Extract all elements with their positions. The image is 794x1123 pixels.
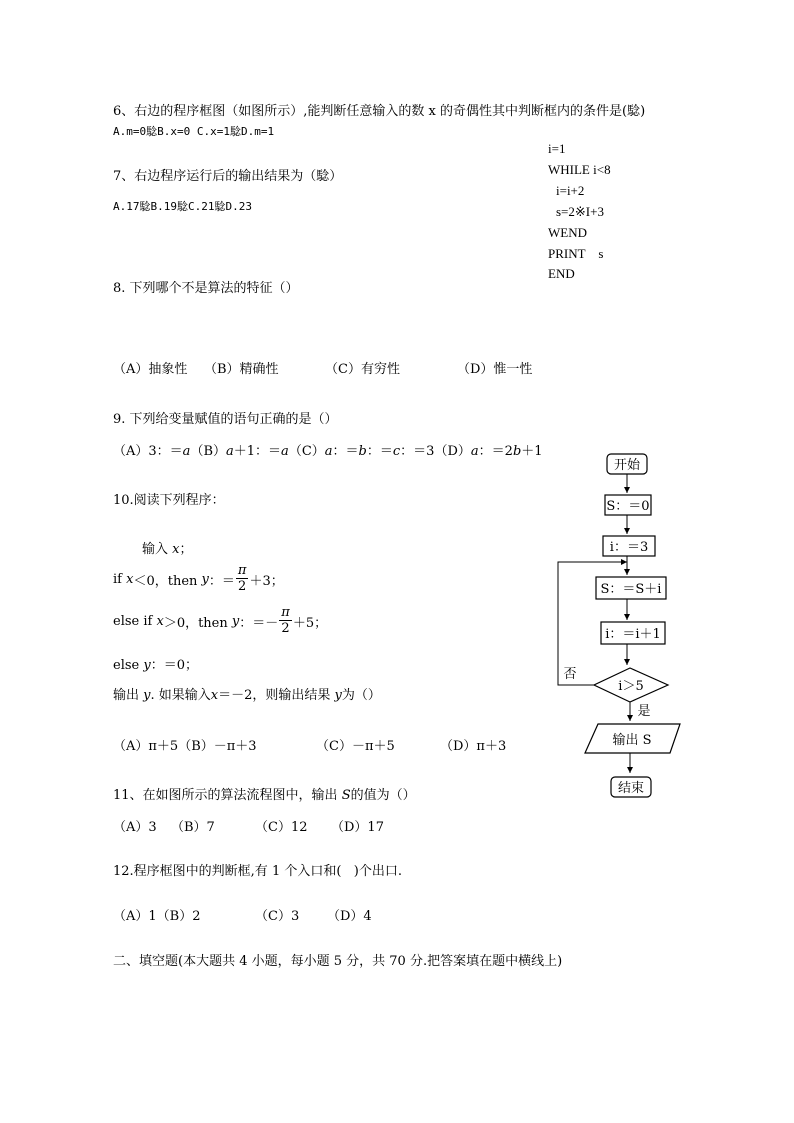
- q8-option-c: （C）有穷性: [325, 362, 400, 377]
- q11-stem-pre: 11、在如图所示的算法流程图中，输出: [113, 788, 338, 803]
- flowchart-s-update-label: S：＝S＋i: [600, 582, 662, 597]
- q10-line-elseif: [113, 606, 327, 637]
- q10-frac1-num: π: [237, 563, 247, 578]
- q10-elif-cond: ＞0，then: [163, 616, 228, 631]
- q10-option-ab: （A）π＋5（B）－π＋3: [113, 739, 257, 754]
- q6-stem: 6、右边的程序框图（如图所示）,能判断任意输入的数 x 的奇偶性其中判断框内的条件是(騐): [113, 104, 646, 119]
- q10-if-end: ＋3；: [249, 574, 284, 589]
- q10-option-d: （D）π＋3: [440, 739, 507, 754]
- q10-frac2-num: π: [281, 605, 290, 620]
- q8-option-b: （B）精确性: [204, 362, 279, 377]
- q11-stem: [113, 784, 416, 803]
- q10-frac2-den: 2: [281, 621, 290, 636]
- q9-opt-c-c: c: [392, 444, 401, 459]
- q12-option-ab: （A）1（B）2: [113, 909, 201, 924]
- q7-options: A.17騐B.19騐C.21騐D.23: [113, 200, 252, 213]
- q11-option-c: （C）12: [255, 820, 308, 835]
- flowchart-s-init-label: S：＝0: [606, 499, 650, 514]
- q10-output-end: 为（）: [341, 688, 381, 703]
- q10-input-text: 输入: [142, 542, 169, 557]
- q10-line-input: [142, 538, 193, 557]
- flowchart-start-label: 开始: [613, 458, 641, 473]
- flowchart: [540, 445, 690, 805]
- q10-line-else: [113, 654, 198, 673]
- q10-else-y: y: [143, 658, 151, 673]
- q9-opt-d-assign: ：＝2: [478, 444, 513, 459]
- q9-opt-d-rest: ＋1: [521, 444, 543, 459]
- q9-opt-c-label: （C）: [288, 444, 325, 459]
- q11-option-b: （B）7: [171, 820, 215, 835]
- q9-opt-c-b: b: [358, 444, 367, 459]
- q10-output-val: ＝－2，则输出结果: [218, 688, 331, 703]
- q9-opt-c-a: a: [324, 444, 333, 459]
- q11-stem-var: S: [341, 788, 351, 803]
- flowchart-i-init-label: i：＝3: [609, 540, 649, 555]
- q10-if-assign: ：＝: [208, 574, 235, 589]
- q9-opt-a-var: a: [182, 444, 191, 459]
- q10-output-mid: . 如果输入: [150, 688, 211, 703]
- q9-options: [113, 440, 543, 459]
- q10-if-y: y: [201, 572, 209, 587]
- q10-else-end: ：＝0；: [150, 658, 198, 673]
- program-line-7: END: [548, 266, 575, 281]
- flowchart-condition-node: [594, 668, 668, 702]
- program-line-2: WHILE i<8: [548, 162, 611, 177]
- q9-opt-d-b: b: [512, 444, 522, 459]
- flowchart-i-update-node: [601, 622, 665, 644]
- program-line-4: s=2※I+3: [556, 204, 604, 219]
- q10-fraction-1: [236, 564, 249, 595]
- flowchart-start-node: [607, 454, 647, 474]
- q12-option-d: （D）4: [327, 909, 372, 924]
- q9-opt-b-label: （B）: [190, 444, 226, 459]
- q10-elif-pre: else if: [113, 614, 153, 629]
- flowchart-end-node: [611, 777, 651, 797]
- program-line-3: i=i+2: [556, 183, 585, 198]
- q10-output-y: y: [143, 688, 151, 703]
- q10-option-c: （C）－π＋5: [316, 739, 395, 754]
- program-line-1: i=1: [548, 141, 566, 156]
- q10-elif-end: ＋5；: [292, 616, 328, 631]
- q10-output-pre: 输出: [113, 688, 140, 703]
- q9-opt-b-expr1: a: [226, 444, 234, 459]
- q9-opt-d-a: a: [470, 444, 479, 459]
- q9-opt-c-assign2: ：＝: [366, 444, 393, 459]
- q10-input-var: x: [172, 542, 180, 557]
- q8-stem: 8. 下列哪个不是算法的特征（）: [113, 281, 299, 296]
- q9-opt-d-label: （D）: [434, 444, 471, 459]
- q10-input-end: ；: [179, 542, 193, 557]
- section2-title: 二、填空题(本大题共 4 小题，每小题 5 分，共 70 分.把答案填在题中横线上): [113, 954, 563, 969]
- q10-line-output: [113, 684, 381, 703]
- q9-opt-b-var: a: [281, 444, 289, 459]
- q10-elif-assign: ：＝－: [239, 616, 279, 631]
- q9-opt-b-expr2: ＋1：＝: [233, 444, 282, 459]
- flowchart-s-update-node: [596, 577, 666, 599]
- q10-if-pre: if: [113, 572, 122, 587]
- q10-if-cond: ＜0，then: [133, 574, 198, 589]
- flowchart-end-label: 结束: [617, 781, 645, 796]
- flowchart-condition-label: i＞5: [618, 679, 644, 694]
- q10-elif-x: x: [156, 614, 164, 629]
- program-line-5: WEND: [548, 225, 587, 240]
- q10-else-pre: else: [113, 658, 140, 673]
- q6-options: A.m=0騐B.x=0 C.x=1騐D.m=1: [113, 125, 275, 138]
- flowchart-i-init-node: [603, 536, 655, 556]
- flowchart-s-init-node: [605, 495, 651, 515]
- q11-option-d: （D）17: [331, 820, 384, 835]
- q10-fraction-2: [279, 606, 292, 637]
- flowchart-i-update-label: i：＝i＋1: [605, 627, 661, 642]
- flowchart-output-node: [585, 724, 680, 753]
- q7-stem: 7、右边程序运行后的输出结果为（騐）: [113, 169, 343, 184]
- q9-opt-a-label: （A）3：＝: [113, 444, 183, 459]
- q10-if-x: x: [126, 572, 134, 587]
- q11-stem-end: 的值为（）: [350, 788, 416, 803]
- flowchart-output-label: 输出 S: [612, 733, 652, 748]
- q10-stem: 10.阅读下列程序：: [113, 493, 225, 508]
- q10-output-y2: y: [334, 688, 342, 703]
- program-line-6: PRINT s: [548, 246, 604, 261]
- flowchart-yes-label: 是: [637, 704, 651, 719]
- q12-option-c: （C）3: [255, 909, 300, 924]
- q8-option-a: （A）抽象性: [113, 362, 188, 377]
- q11-option-a: （A）3: [113, 820, 157, 835]
- q10-frac1-den: 2: [238, 579, 247, 594]
- q8-option-d: （D）惟一性: [457, 362, 533, 377]
- q12-stem: 12.程序框图中的判断框,有 1 个入口和( )个出口.: [113, 864, 403, 879]
- flowchart-no-label: 否: [563, 667, 577, 682]
- q10-line-if: [113, 564, 284, 595]
- q9-opt-c-assign3: ：＝3: [400, 444, 435, 459]
- q9-opt-c-assign1: ：＝: [332, 444, 359, 459]
- q9-stem: 9. 下列给变量赋值的语句正确的是（）: [113, 412, 338, 427]
- q10-elif-y: y: [231, 614, 240, 629]
- q10-output-x: x: [210, 688, 219, 703]
